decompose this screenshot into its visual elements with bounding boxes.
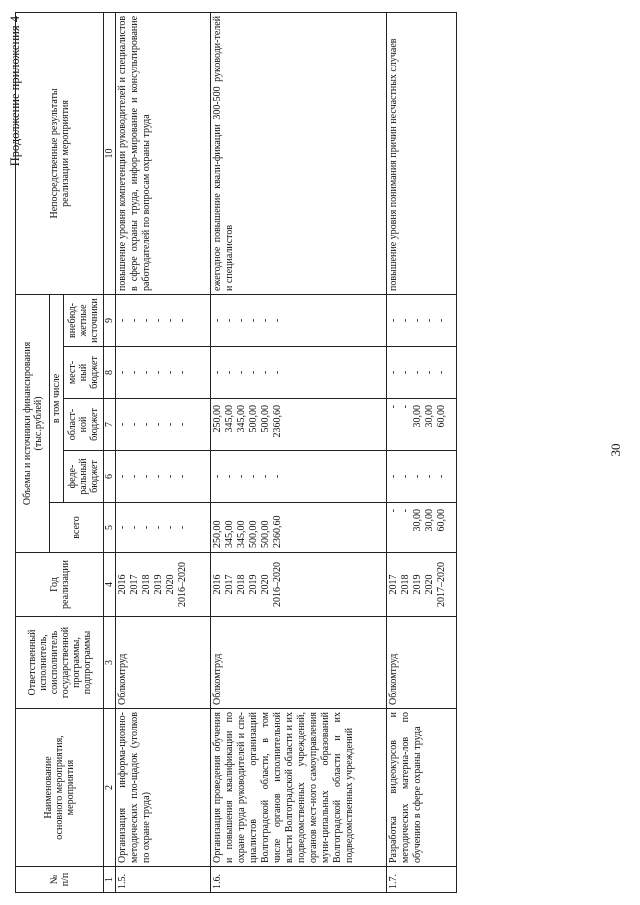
header-extra: внебюд- жетные источники (64, 294, 104, 346)
row-regional: - - 30,00 30,00 60,00 (387, 399, 457, 451)
row-name: Организация проведения обучения и повышения квалификации по охране труда руководителей и спе-циалистов организаций Волгоградской области, в том числе органов исполнительной власти Волгоградской области и их подведомственных учреждений, органов мест-ного самоуправления муни-ципальных образований Волгоградской области и их подведомственных учреждений (211, 709, 387, 867)
table-row (211, 12, 387, 892)
column-number: 3 (104, 617, 116, 709)
row-number: 1.5. (116, 867, 211, 893)
column-number: 10 (104, 12, 116, 294)
row-result: повышение уровня понимания причин несчастных случаев (387, 12, 457, 294)
column-number: 5 (104, 503, 116, 553)
row-federal: - - - - - (387, 451, 457, 503)
row-executor: Облкомтруд (211, 617, 387, 709)
row-total: - - - - - - (116, 503, 211, 553)
column-number: 6 (104, 451, 116, 503)
table-row (116, 12, 211, 892)
column-number: 9 (104, 294, 116, 346)
header-executor: Ответственный исполнитель, соисполнитель государственной программы, подпрограммы (16, 617, 104, 709)
row-result: повышение уровня компетенции руководителей и специалистов в сфере охраны труда, инфор-мирование и консультирование работодателей по вопросам охраны труда (116, 12, 211, 294)
row-total: - - 30,00 30,00 60,00 (387, 503, 457, 553)
row-years: 2017 2018 2019 2020 2017–2020 (387, 553, 457, 617)
header-regional: област- ной бюджет (64, 399, 104, 451)
row-executor: Облкомтруд (116, 617, 211, 709)
continuation-note: Продолжение приложения 4 (8, 16, 22, 167)
header-inclusive: в том числе (50, 294, 64, 502)
row-federal: - - - - - - (211, 451, 387, 503)
column-numbers-row (104, 12, 116, 892)
row-years: 2016 2017 2018 2019 2020 2016–2020 (116, 553, 211, 617)
header-year: Год реализации (16, 553, 104, 617)
row-result: ежегодное повышение квали-фикации 300-500 руководи-телей и специалистов (211, 12, 387, 294)
row-number: 1.6. (211, 867, 387, 893)
header-name: Наименование основного мероприятия, мероприятия (16, 709, 104, 867)
row-regional: - - - - - - (116, 399, 211, 451)
header-funding: Объемы и источники финансирования (тыс.рублей) (16, 294, 50, 552)
header-local: мест- ный бюджет (64, 347, 104, 399)
row-federal: - - - - - - (116, 451, 211, 503)
header-federal: феде- ральный бюджет (64, 451, 104, 503)
row-executor: Облкомтруд (387, 617, 457, 709)
program-table (15, 12, 457, 893)
column-number: 8 (104, 347, 116, 399)
row-years: 2016 2017 2018 2019 2020 2016–2020 (211, 553, 387, 617)
row-regional: 250,00 345,00 345,00 500,00 500,00 2360,60 (211, 399, 387, 451)
row-total: 250,00 345,00 345,00 500,00 500,00 2360,60 (211, 503, 387, 553)
row-local: - - - - - - (211, 347, 387, 399)
row-name: Разработка видеокурсов и методических материа-лов по обучению в сфере охраны труда (387, 709, 457, 867)
column-number: 1 (104, 867, 116, 893)
row-extra: - - - - - (387, 294, 457, 346)
header-total: всего (50, 503, 104, 553)
header-result: Непосредственные результаты реализации мероприятия (16, 12, 104, 294)
table-row (387, 12, 457, 892)
column-number: 7 (104, 399, 116, 451)
row-name: Организация информа-ционно-методических пло-щадок (уголков по охране труда) (116, 709, 211, 867)
page-number: 30 (608, 443, 623, 457)
header-num: № п/п (16, 867, 104, 893)
row-number: 1.7. (387, 867, 457, 893)
column-number: 2 (104, 709, 116, 867)
row-extra: - - - - - - (211, 294, 387, 346)
row-local: - - - - - (387, 347, 457, 399)
row-local: - - - - - - (116, 347, 211, 399)
row-extra: - - - - - - (116, 294, 211, 346)
column-number: 4 (104, 553, 116, 617)
